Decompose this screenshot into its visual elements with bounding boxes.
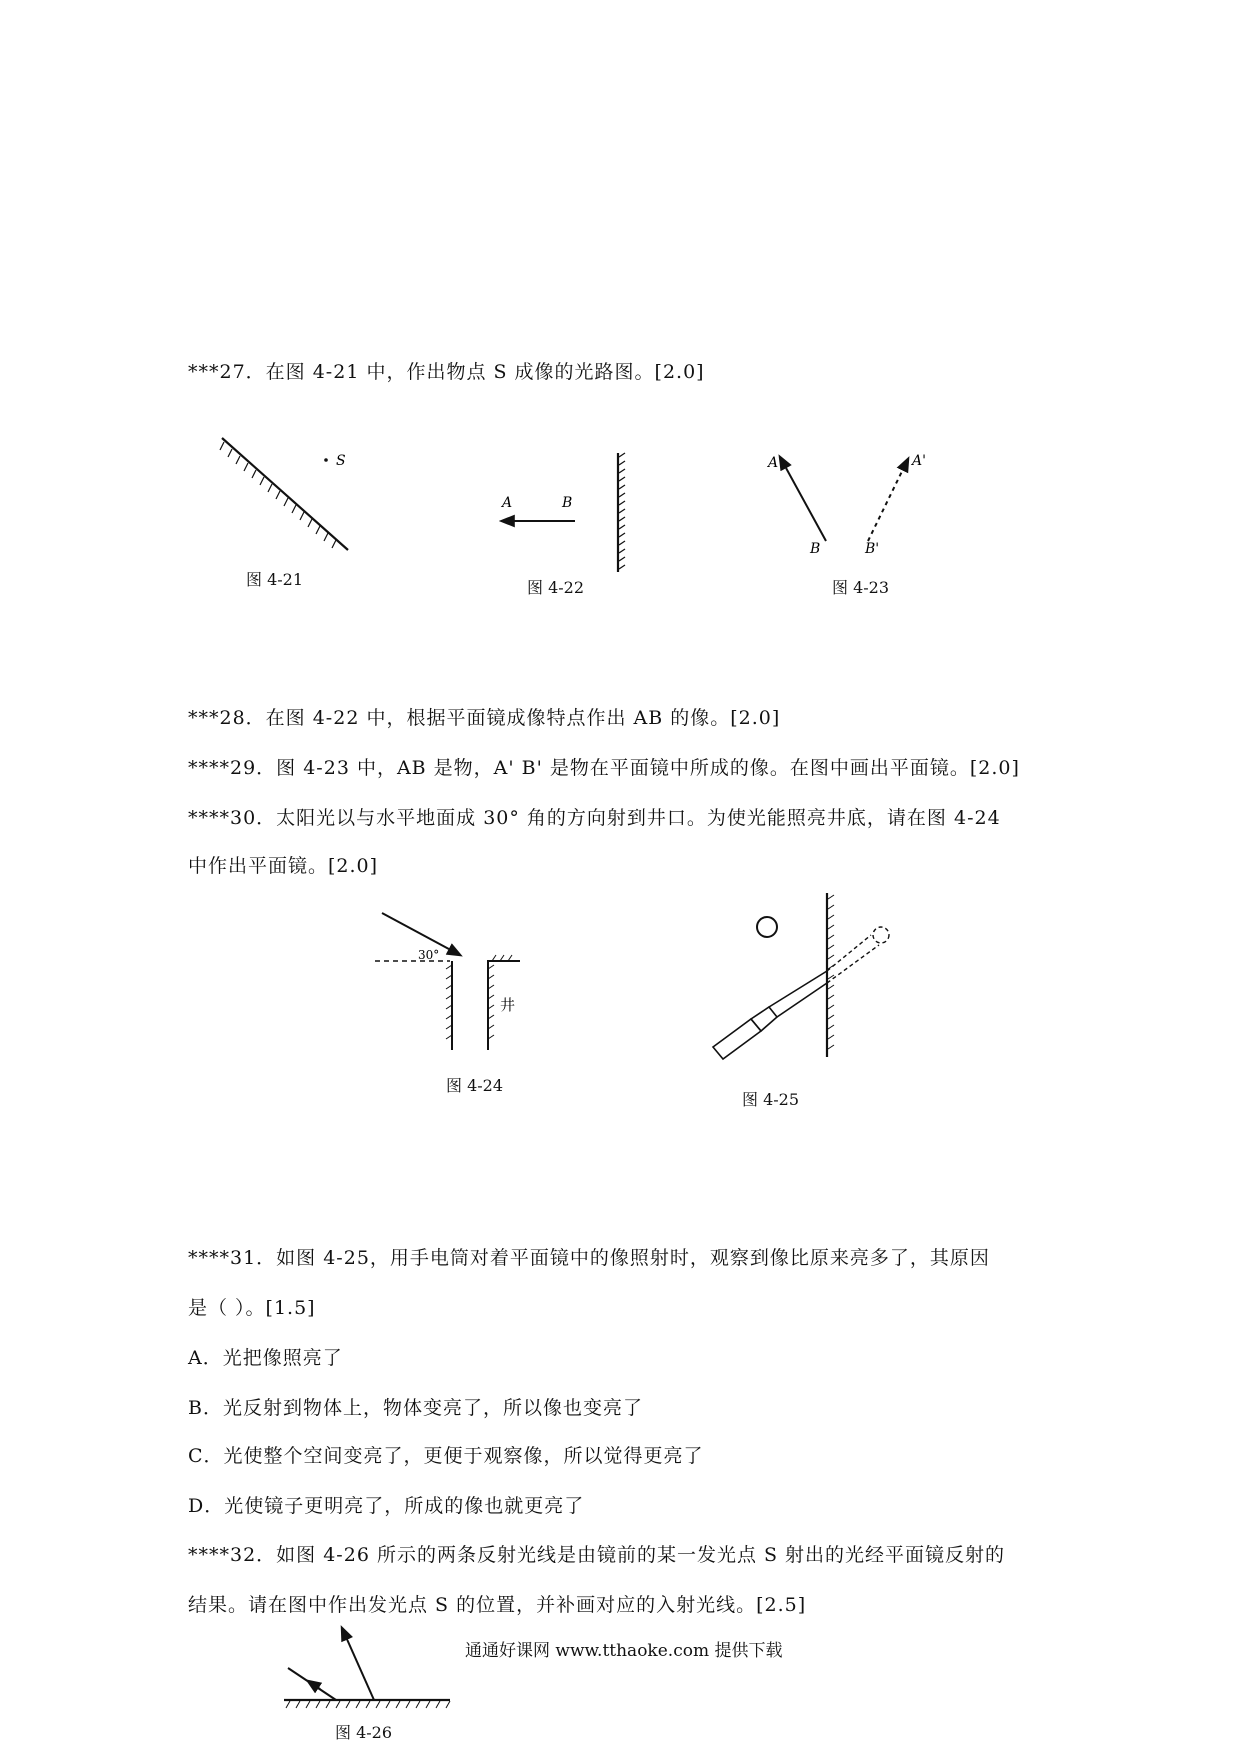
- ray-1-arrow: [308, 1681, 320, 1689]
- caption-4-22: 图 4-22: [527, 578, 585, 597]
- caption-4-26: 图 4-26: [335, 1723, 393, 1742]
- question-30-line-1: ****30．太阳光以与水平地面成 30° 角的方向射到井口。为使光能照亮井底，请在图 4-24: [188, 807, 1001, 829]
- mirror-hatching: [220, 442, 336, 548]
- question-30-line-2: 中作出平面镜。[2.0]: [188, 855, 379, 877]
- question-32-line-2: 结果。请在图中作出发光点 S 的位置，并补画对应的入射光线。[2.5]: [188, 1594, 807, 1616]
- label-a: A: [768, 455, 779, 471]
- option-c: C．光使整个空间变亮了，更便于观察像，所以觉得更亮了: [188, 1445, 704, 1467]
- figure-4-23: [760, 445, 940, 565]
- label-a: A: [502, 495, 513, 511]
- caption-4-21: 图 4-21: [246, 570, 304, 589]
- image-ab-dashed-arrow: [868, 459, 908, 541]
- caption-4-23: 图 4-23: [832, 578, 890, 597]
- object-ab-arrow: [780, 457, 826, 541]
- figure-4-26: [280, 1620, 460, 1720]
- question-28: ***28．在图 4-22 中，根据平面镜成像特点作出 AB 的像。[2.0]: [188, 707, 781, 729]
- reflected-ray-2: [342, 1628, 374, 1700]
- footer-watermark: 通通好课网 www.tthaoke.com 提供下载: [465, 1641, 783, 1661]
- question-31-line-1: ****31．如图 4-25，用手电筒对着平面镜中的像照射时，观察到像比原来亮多了，其原因: [188, 1247, 990, 1269]
- label-b-prime: B': [865, 541, 880, 557]
- question-27: ***27．在图 4-21 中，作出物点 S 成像的光路图。[2.0]: [188, 361, 705, 383]
- figure-4-25: [705, 885, 905, 1065]
- option-a: A．光把像照亮了: [188, 1347, 343, 1369]
- option-d: D．光使镜子更明亮了，所成的像也就更亮了: [188, 1495, 585, 1517]
- question-32-line-1: ****32．如图 4-26 所示的两条反射光线是由镜前的某一发光点 S 射出的光经平面镜反射的: [188, 1544, 1006, 1566]
- object-circle: [757, 917, 777, 937]
- option-b: B．光反射到物体上，物体变亮了，所以像也变亮了: [188, 1397, 643, 1419]
- image-dashed-flashlight: [827, 927, 889, 983]
- caption-4-24: 图 4-24: [446, 1076, 504, 1095]
- caption-4-25: 图 4-25: [742, 1090, 800, 1109]
- label-b: B: [562, 495, 573, 511]
- question-29: ****29．图 4-23 中，AB 是物，A' B' 是物在平面镜中所成的像。在图中画出平面镜。[2.0]: [188, 757, 1020, 779]
- label-s: S: [336, 453, 346, 469]
- well-label: 井: [500, 996, 516, 1014]
- flashlight-icon: [713, 971, 827, 1059]
- mirror-hatching: [828, 895, 834, 1049]
- mirror-hatching: [619, 453, 625, 569]
- figure-4-21: [210, 430, 360, 560]
- label-b: B: [810, 541, 821, 557]
- mirror-line: [222, 438, 348, 550]
- angle-label: 30°: [418, 948, 440, 962]
- figure-4-24: [370, 905, 540, 1055]
- point-s: [324, 458, 328, 462]
- figure-4-22: [490, 445, 640, 580]
- mirror-hatching: [286, 1701, 450, 1708]
- question-31-line-2: 是（ ）。[1.5]: [188, 1297, 316, 1319]
- label-a-prime: A': [912, 453, 926, 469]
